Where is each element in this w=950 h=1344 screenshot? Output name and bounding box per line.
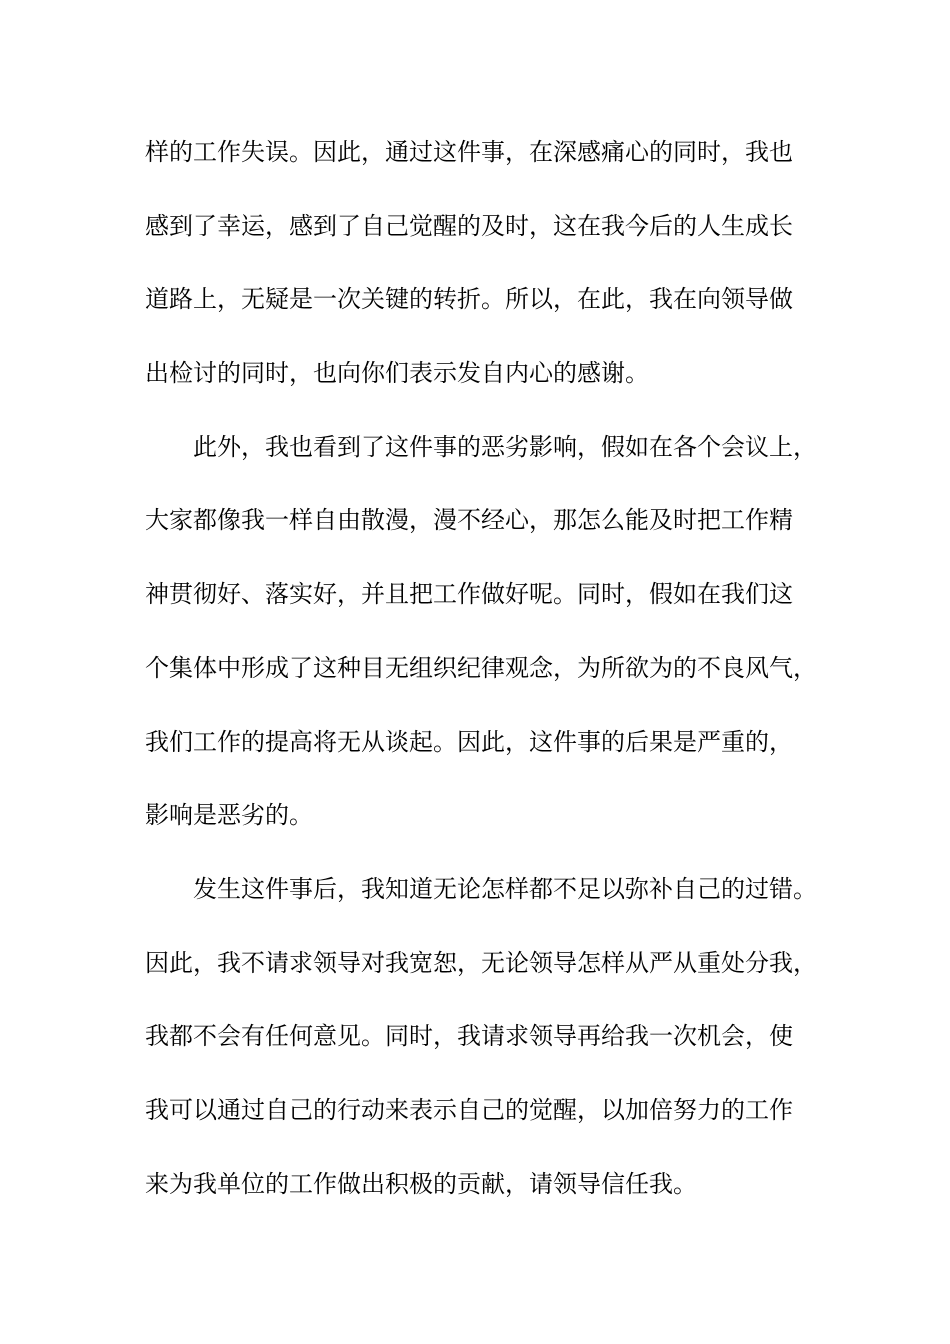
text-line: 因此，我不请求领导对我宽恕，无论领导怎样从严从重处分我， [145, 948, 817, 977]
text-line: 神贯彻好、落实好，并且把工作做好呢。同时，假如在我们这 [145, 580, 793, 609]
text-line: 个集体中形成了这种目无组织纪律观念，为所欲为的不良风气， [145, 653, 817, 682]
paragraph-start-line: 发生这件事后，我知道无论怎样都不足以弥补自己的过错。 [193, 874, 817, 903]
text-line: 我都不会有任何意见。同时，我请求领导再给我一次机会，使 [145, 1022, 793, 1051]
text-line: 道路上，无疑是一次关键的转折。所以，在此，我在向领导做 [145, 285, 793, 314]
text-line: 我可以通过自己的行动来表示自己的觉醒，以加倍努力的工作 [145, 1095, 793, 1124]
text-line: 影响是恶劣的。 [145, 801, 313, 830]
text-line: 我们工作的提高将无从谈起。因此，这件事的后果是严重的， [145, 727, 793, 756]
text-line: 大家都像我一样自由散漫，漫不经心，那怎么能及时把工作精 [145, 506, 793, 535]
text-line: 出检讨的同时，也向你们表示发自内心的感谢。 [145, 359, 649, 388]
paragraph-start-line: 此外，我也看到了这件事的恶劣影响，假如在各个会议上， [193, 432, 817, 461]
text-line: 样的工作失误。因此，通过这件事，在深感痛心的同时，我也 [145, 138, 793, 166]
text-line: 来为我单位的工作做出积极的贡献，请领导信任我。 [145, 1169, 697, 1198]
body-text [145, 134, 845, 1239]
text-line: 感到了幸运，感到了自己觉醒的及时，这在我今后的人生成长 [145, 211, 793, 240]
